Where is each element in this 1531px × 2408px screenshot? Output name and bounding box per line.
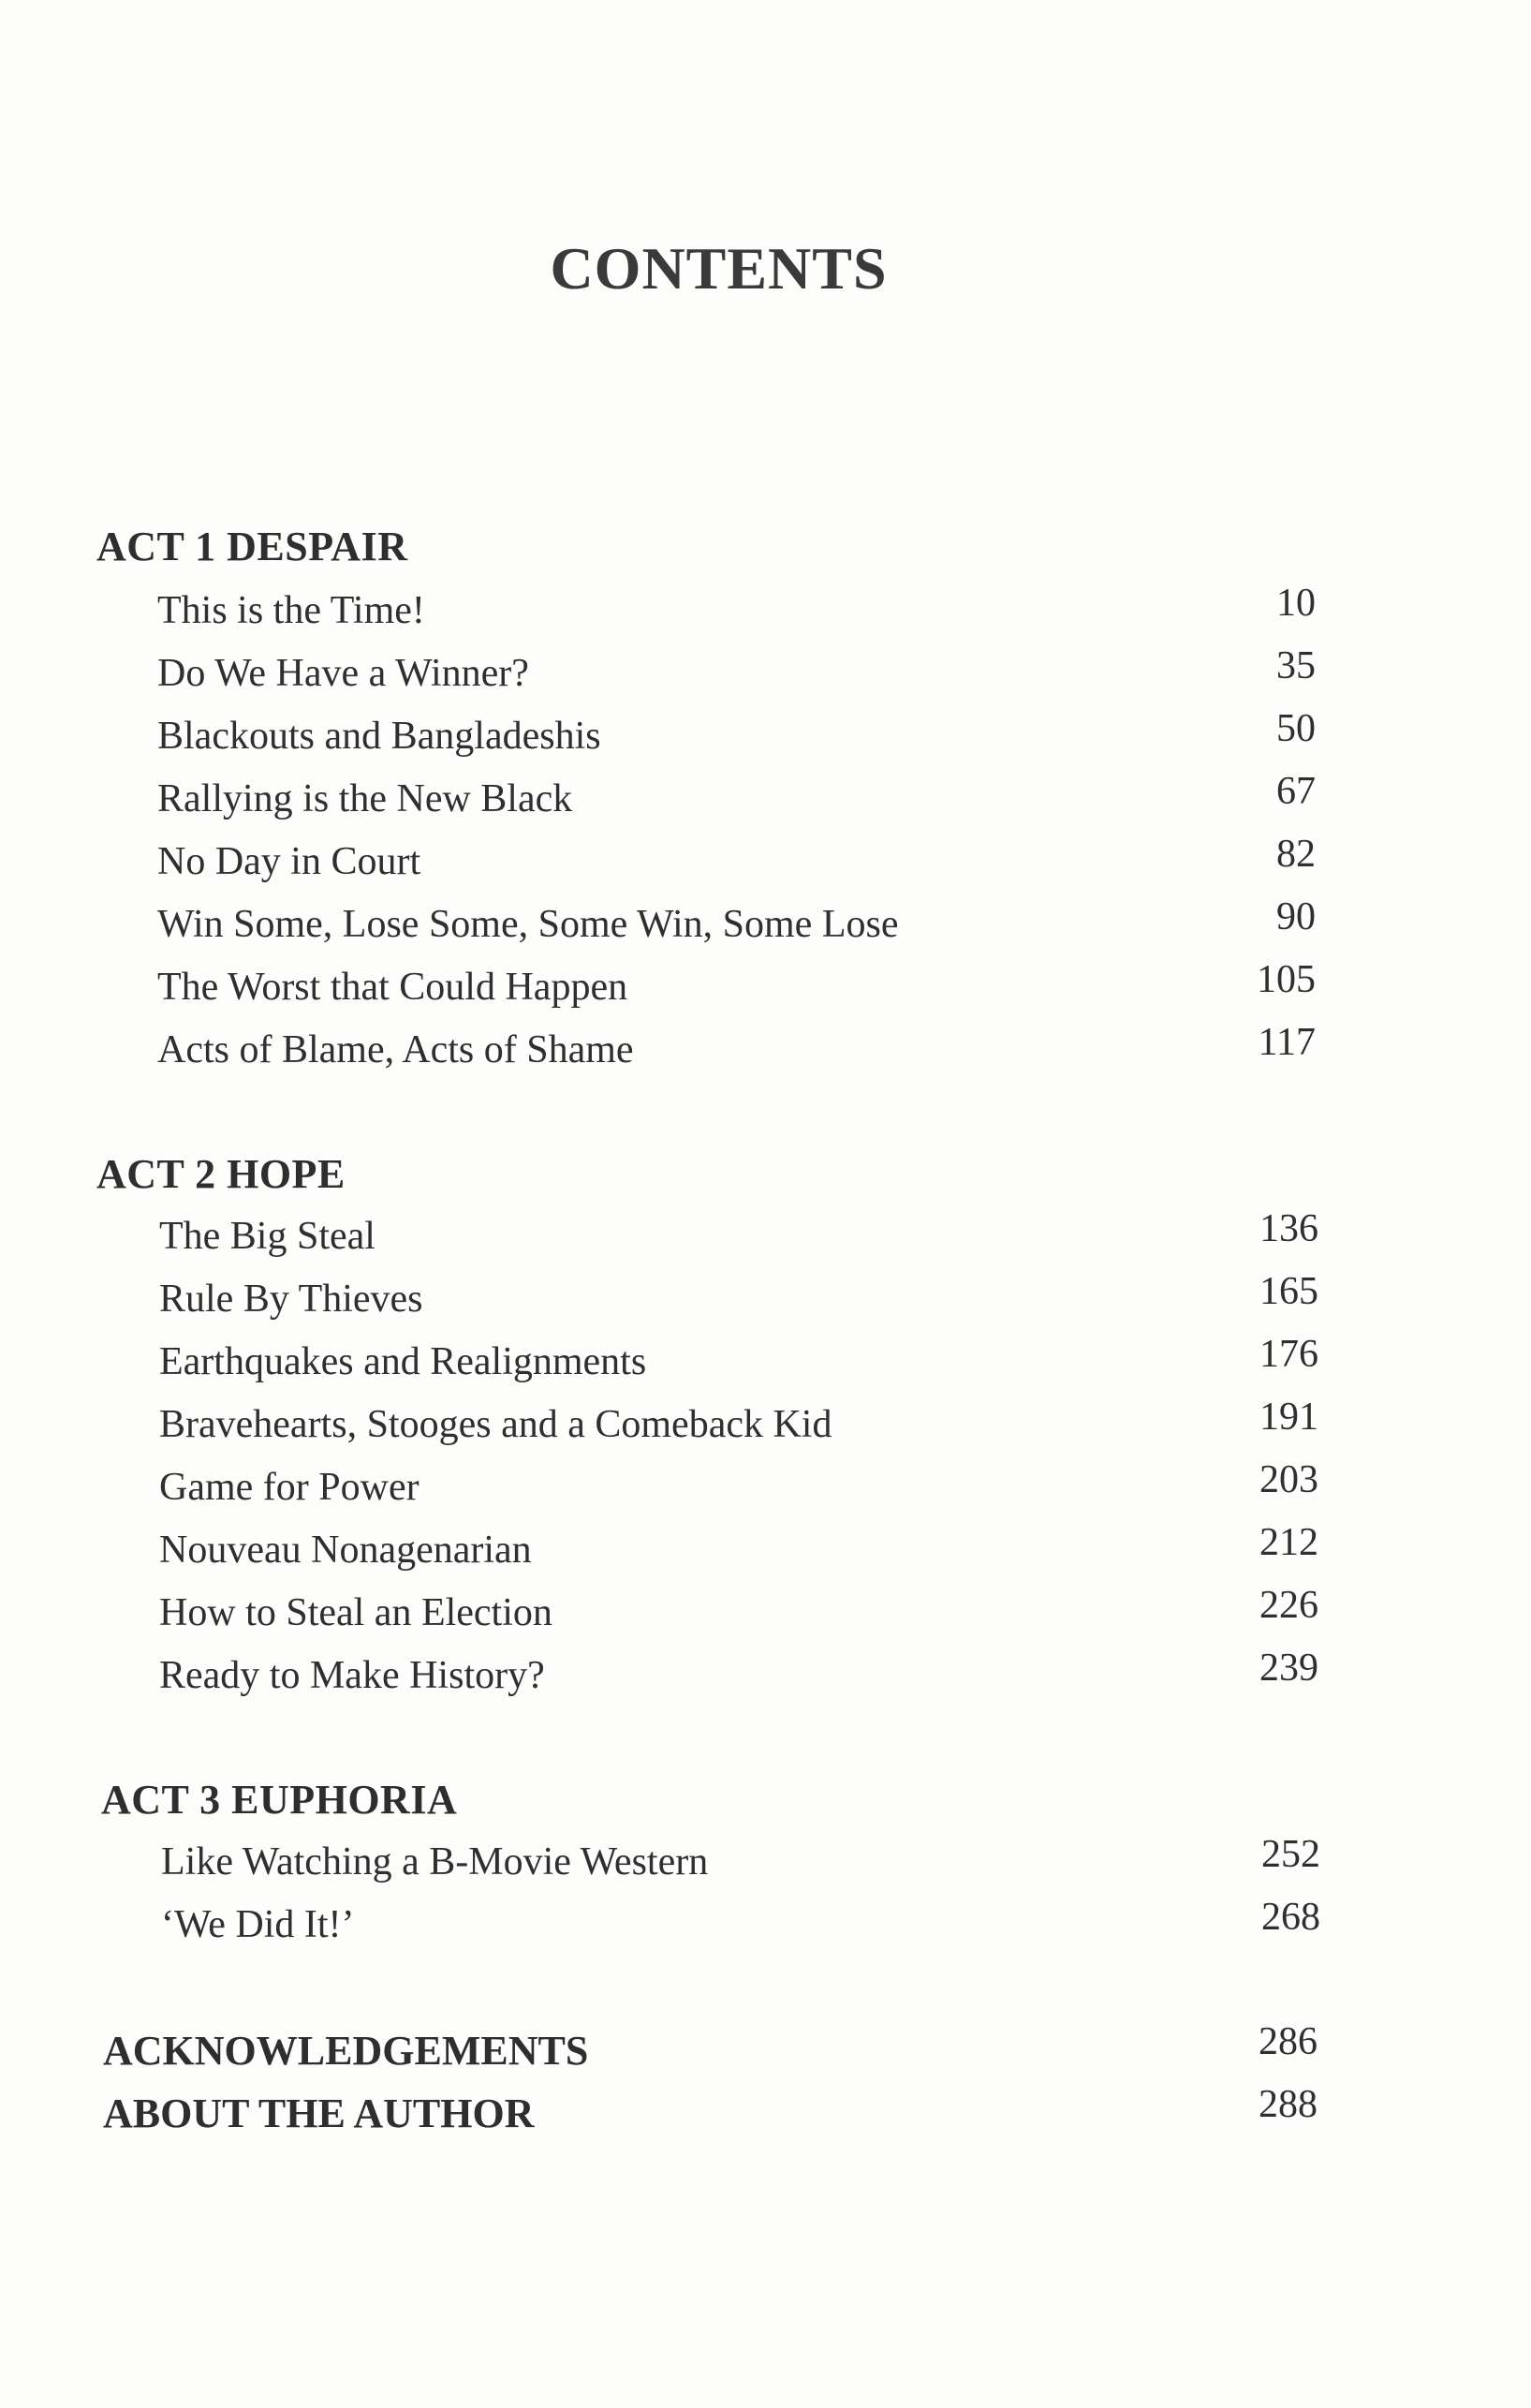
- back-matter-page-number: 286: [1259, 2020, 1318, 2063]
- chapter-title: Ready to Make History?: [159, 1654, 545, 1697]
- toc-entry[interactable]: [0, 1333, 1531, 1396]
- toc-entry[interactable]: [0, 1396, 1531, 1458]
- toc-entry[interactable]: [0, 1896, 1531, 1958]
- chapter-page-number: 82: [1276, 833, 1316, 876]
- back-matter-page-number: 288: [1259, 2083, 1318, 2126]
- chapter-title: Nouveau Nonagenarian: [159, 1529, 532, 1572]
- chapter-title: Do We Have a Winner?: [157, 652, 529, 695]
- chapter-page-number: 268: [1261, 1896, 1320, 1939]
- toc-entry[interactable]: [0, 895, 1531, 958]
- chapter-title: How to Steal an Election: [159, 1591, 552, 1634]
- chapter-title: Acts of Blame, Acts of Shame: [157, 1028, 634, 1071]
- toc-entry[interactable]: [0, 707, 1531, 770]
- chapter-page-number: 117: [1258, 1021, 1316, 1064]
- chapter-page-number: 67: [1276, 770, 1316, 813]
- toc-entry[interactable]: [0, 1021, 1531, 1084]
- chapter-page-number: 212: [1259, 1521, 1318, 1564]
- chapter-page-number: 50: [1276, 707, 1316, 750]
- chapter-page-number: 226: [1259, 1584, 1318, 1627]
- toc-entry[interactable]: [0, 1270, 1531, 1333]
- toc-entry[interactable]: [0, 1521, 1531, 1584]
- chapter-title: Blackouts and Bangladeshis: [157, 715, 601, 758]
- chapter-title: Rule By Thieves: [159, 1278, 423, 1321]
- chapter-page-number: 90: [1276, 895, 1316, 938]
- act-heading: ACT 2 HOPE: [96, 1151, 346, 1197]
- act-heading: ACT 3 EUPHORIA: [101, 1777, 458, 1823]
- chapter-title: Like Watching a B-Movie Western: [161, 1840, 709, 1884]
- page-title: CONTENTS: [550, 235, 888, 302]
- chapter-page-number: 252: [1261, 1833, 1320, 1876]
- toc-entry-back-matter[interactable]: [0, 2083, 1531, 2146]
- toc-entry[interactable]: [0, 1647, 1531, 1709]
- act-heading: ACT 1 DESPAIR: [96, 524, 408, 569]
- chapter-page-number: 136: [1259, 1207, 1318, 1250]
- toc-entry[interactable]: [0, 1458, 1531, 1521]
- chapter-page-number: 239: [1259, 1647, 1318, 1690]
- toc-entry[interactable]: [0, 1207, 1531, 1270]
- chapter-title: The Big Steal: [159, 1215, 375, 1258]
- toc-entry[interactable]: [0, 1833, 1531, 1896]
- back-matter-title: ACKNOWLEDGEMENTS: [103, 2028, 589, 2074]
- chapter-page-number: 35: [1276, 644, 1316, 687]
- chapter-page-number: 203: [1259, 1458, 1318, 1501]
- chapter-page-number: 165: [1259, 1270, 1318, 1313]
- chapter-page-number: 176: [1259, 1333, 1318, 1376]
- chapter-title: No Day in Court: [157, 840, 421, 883]
- toc-entry[interactable]: [0, 833, 1531, 895]
- chapter-page-number: 105: [1257, 958, 1316, 1001]
- chapter-title: This is the Time!: [157, 589, 425, 632]
- back-matter-title: ABOUT THE AUTHOR: [103, 2090, 535, 2136]
- toc-entry-back-matter[interactable]: [0, 2020, 1531, 2083]
- chapter-page-number: 10: [1276, 582, 1316, 625]
- toc-entry[interactable]: [0, 1584, 1531, 1647]
- chapter-title: ‘We Did It!’: [161, 1903, 355, 1946]
- chapter-title: Bravehearts, Stooges and a Comeback Kid: [159, 1403, 832, 1446]
- chapter-title: The Worst that Could Happen: [157, 966, 628, 1009]
- toc-entry[interactable]: [0, 958, 1531, 1021]
- chapter-title: Win Some, Lose Some, Some Win, Some Lose: [157, 903, 899, 946]
- toc-entry[interactable]: [0, 770, 1531, 833]
- chapter-title: Earthquakes and Realignments: [159, 1340, 647, 1383]
- toc-entry[interactable]: [0, 582, 1531, 644]
- toc-entry[interactable]: [0, 644, 1531, 707]
- chapter-title: Game for Power: [159, 1466, 420, 1509]
- chapter-page-number: 191: [1259, 1396, 1318, 1439]
- chapter-title: Rallying is the New Black: [157, 777, 573, 820]
